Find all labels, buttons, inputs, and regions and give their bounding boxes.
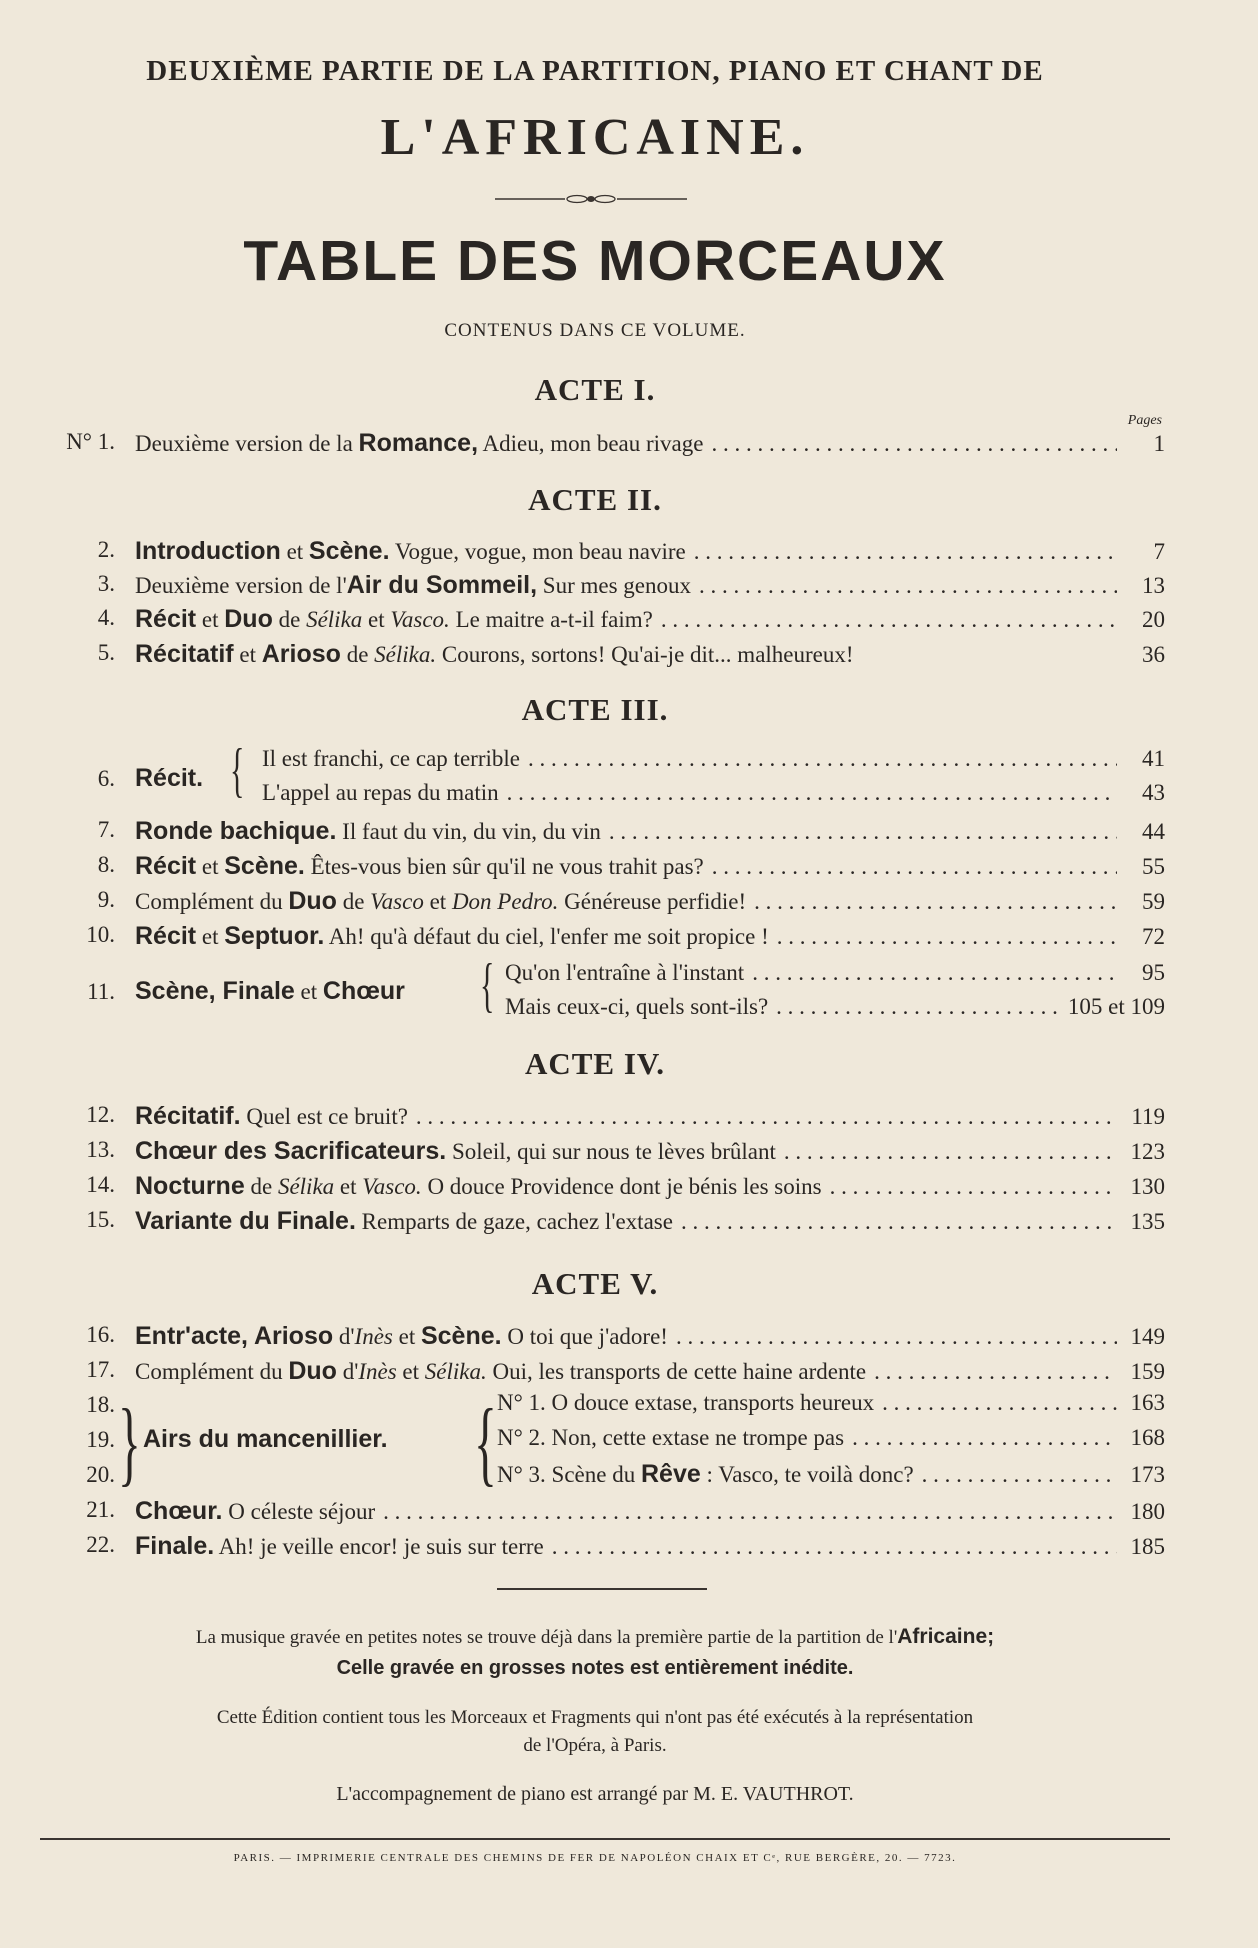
item-text: et bbox=[280, 539, 309, 564]
item-number: 20. bbox=[86, 1462, 115, 1487]
item-2 bbox=[40, 537, 1165, 571]
item-character: Vasco. bbox=[362, 1174, 422, 1199]
item-number: 6. bbox=[97, 766, 115, 791]
page-number: 20 bbox=[1142, 607, 1165, 632]
item-text: et bbox=[233, 642, 262, 667]
item-text: Vogue, vogue, mon beau navire bbox=[389, 539, 686, 564]
item-15 bbox=[40, 1207, 1165, 1241]
item-number: 9. bbox=[97, 887, 115, 912]
page-number: 135 bbox=[1130, 1209, 1165, 1234]
leader-dots bbox=[552, 1534, 1117, 1560]
acte-v-heading: ACTE V. bbox=[531, 1266, 659, 1301]
item-character: Sélika bbox=[306, 607, 363, 632]
item-title: Ronde bachique. bbox=[135, 817, 337, 845]
item-text: et bbox=[392, 1324, 421, 1349]
item-title: Septuor. bbox=[224, 922, 325, 950]
item-6-line-2 bbox=[262, 780, 1165, 814]
leader-dots bbox=[661, 607, 1117, 633]
item-number: 8. bbox=[97, 852, 115, 877]
item-text: Complément du bbox=[135, 1359, 289, 1384]
leader-dots bbox=[776, 994, 1060, 1020]
item-number: 2. bbox=[97, 537, 115, 562]
item-title: Récitatif bbox=[135, 640, 234, 668]
item-number: 18. bbox=[86, 1392, 115, 1417]
leader-dots bbox=[528, 746, 1117, 772]
item-text: et bbox=[196, 607, 225, 632]
item-text: O toi que j'adore! bbox=[501, 1324, 668, 1349]
item-text: d' bbox=[336, 1359, 359, 1384]
item-text: et bbox=[334, 1174, 363, 1199]
leader-dots bbox=[754, 889, 1117, 915]
item-5 bbox=[40, 640, 1165, 674]
item-text: de bbox=[340, 642, 375, 667]
page-number: 95 bbox=[1142, 960, 1165, 985]
page-number: 159 bbox=[1130, 1359, 1165, 1384]
leader-dots bbox=[784, 1139, 1117, 1165]
item-text: Deuxième version de l' bbox=[135, 573, 347, 598]
item-21 bbox=[40, 1497, 1165, 1531]
item-11-line-2 bbox=[505, 994, 1165, 1028]
item-text: Remparts de gaze, cachez l'extase bbox=[355, 1209, 673, 1234]
page-number: 1 bbox=[1153, 431, 1165, 456]
item-7 bbox=[40, 817, 1165, 851]
item-number: 13. bbox=[86, 1137, 115, 1162]
item-text: Sur mes genoux bbox=[537, 573, 691, 598]
acte-i-heading: ACTE I. bbox=[534, 372, 656, 407]
item-character: Sélika. bbox=[424, 1359, 487, 1384]
item-title: Scène. bbox=[308, 537, 390, 565]
subtitle: DEUXIÈME PARTIE DE LA PARTITION, PIANO ET CHANT DE bbox=[146, 55, 1044, 87]
leader-dots bbox=[416, 1104, 1117, 1130]
divider bbox=[497, 1588, 707, 1590]
item-text: Soleil, qui sur nous te lèves brûlant bbox=[446, 1139, 776, 1164]
item-11-title bbox=[135, 977, 405, 1006]
item-4 bbox=[40, 605, 1165, 639]
item-title: Scène. bbox=[420, 1322, 502, 1350]
leader-dots bbox=[712, 854, 1117, 880]
item-title: Scène. bbox=[224, 852, 305, 880]
item-number: 22. bbox=[86, 1532, 115, 1557]
item-text: et bbox=[196, 924, 225, 949]
item-title: Duo bbox=[288, 887, 337, 915]
note-line-1 bbox=[50, 1625, 1140, 1649]
item-number: 4. bbox=[97, 605, 115, 630]
printer-imprint: PARIS. — IMPRIMERIE CENTRALE DES CHEMINS DE FER DE NAPOLÉON CHAIX ET Cᵉ, RUE BERGÈRE, 20. — 7723. bbox=[233, 1852, 957, 1864]
title: L'AFRICAINE. bbox=[380, 109, 810, 166]
page-number: 130 bbox=[1130, 1174, 1165, 1199]
item-8 bbox=[40, 852, 1165, 886]
page-number: 149 bbox=[1130, 1324, 1165, 1349]
brace: { bbox=[474, 1389, 497, 1495]
item-text: Le maitre a-t-il faim? bbox=[449, 607, 653, 632]
item-14 bbox=[40, 1172, 1165, 1206]
item-text: O douce Providence dont je bénis les soins bbox=[421, 1174, 822, 1199]
leader-dots bbox=[830, 1174, 1117, 1200]
footer-rule bbox=[40, 1838, 1170, 1840]
item-title: Chœur des Sacrificateurs. bbox=[135, 1137, 447, 1165]
item-title: Rêve bbox=[640, 1460, 701, 1488]
item-10 bbox=[40, 922, 1165, 956]
item-text: et bbox=[396, 1359, 425, 1384]
item-number: 7. bbox=[97, 817, 115, 842]
item-text: Quel est ce bruit? bbox=[240, 1104, 408, 1129]
leader-dots bbox=[874, 1359, 1117, 1385]
leader-dots bbox=[694, 539, 1117, 565]
item-text: Il est franchi, ce cap terrible bbox=[262, 746, 520, 771]
item-title: Récit bbox=[135, 852, 197, 880]
item-number: 12. bbox=[86, 1102, 115, 1127]
acte-ii-heading: ACTE II. bbox=[528, 482, 662, 517]
item-text: et bbox=[196, 854, 225, 879]
page-number: 185 bbox=[1130, 1534, 1165, 1559]
note-line-5: L'accompagnement de piano est arrangé par M. E. VAUTHROT. bbox=[336, 1783, 854, 1805]
page-number: 59 bbox=[1142, 889, 1165, 914]
item-number: 11. bbox=[87, 979, 115, 1004]
item-text: Deuxième version de la bbox=[135, 431, 359, 456]
page-number: 7 bbox=[1153, 539, 1165, 564]
acte-iv-heading: ACTE IV. bbox=[524, 1046, 666, 1081]
item-number: 14. bbox=[86, 1172, 115, 1197]
page-number: 13 bbox=[1142, 573, 1165, 598]
leader-dots bbox=[383, 1499, 1117, 1525]
page-number: 173 bbox=[1130, 1462, 1165, 1487]
item-title: Récit bbox=[135, 922, 197, 950]
item-number: 19. bbox=[86, 1427, 115, 1452]
item-title: Scène, Finale bbox=[135, 977, 295, 1005]
brace: } bbox=[118, 1389, 141, 1495]
page-number: 168 bbox=[1130, 1425, 1165, 1450]
item-character: Vasco bbox=[370, 889, 424, 914]
page-number: 43 bbox=[1142, 780, 1165, 805]
page-number: 55 bbox=[1142, 854, 1165, 879]
item-text: Oui, les transports de cette haine ardente bbox=[486, 1359, 867, 1384]
leader-dots bbox=[609, 819, 1117, 845]
item-text: de bbox=[272, 607, 307, 632]
item-character: Sélika bbox=[277, 1174, 335, 1199]
ornament-divider bbox=[495, 192, 687, 206]
item-number: 15. bbox=[86, 1207, 115, 1232]
item-title: Variante du Finale. bbox=[135, 1207, 356, 1235]
item-13 bbox=[40, 1137, 1165, 1171]
item-22 bbox=[40, 1532, 1165, 1566]
item-title: Entr'acte, Arioso bbox=[135, 1322, 334, 1350]
item-text: L'appel au repas du matin bbox=[262, 780, 499, 805]
leader-dots bbox=[681, 1209, 1117, 1235]
item-number: 3. bbox=[97, 571, 115, 596]
contents-subtitle: CONTENUS DANS CE VOLUME. bbox=[444, 320, 746, 341]
item-text: Ah! qu'à défaut du ciel, l'enfer me soit propice ! bbox=[324, 924, 769, 949]
page-number: 119 bbox=[1131, 1104, 1165, 1129]
page-number: 105 et 109 bbox=[1067, 994, 1165, 1019]
item-character: Sélika. bbox=[374, 642, 437, 667]
leader-dots bbox=[711, 431, 1117, 457]
item-6-title: Récit. bbox=[135, 764, 204, 792]
item-12 bbox=[40, 1102, 1165, 1136]
page-number: 72 bbox=[1142, 924, 1165, 949]
leader-dots bbox=[882, 1390, 1117, 1416]
item-text: Mais ceux-ci, quels sont-ils? bbox=[505, 994, 769, 1019]
item-title: Introduction bbox=[135, 537, 281, 565]
item-character: Vasco. bbox=[390, 607, 450, 632]
leader-dots bbox=[699, 573, 1117, 599]
item-16 bbox=[40, 1322, 1165, 1356]
item-text: Êtes-vous bien sûr qu'il ne vous trahit pas? bbox=[304, 854, 704, 879]
page-number: 41 bbox=[1142, 746, 1165, 771]
item-text: et bbox=[294, 979, 323, 1004]
note-line-4: de l'Opéra, à Paris. bbox=[523, 1735, 667, 1756]
page-number: 123 bbox=[1130, 1139, 1165, 1164]
table-title: TABLE DES MORCEAUX bbox=[243, 229, 947, 293]
page-number: 44 bbox=[1142, 819, 1165, 844]
item-11-line-1 bbox=[505, 960, 1165, 994]
item-text: : Vasco, te voilà donc? bbox=[700, 1462, 914, 1487]
item-3 bbox=[40, 571, 1165, 605]
item-character: Inès bbox=[358, 1359, 397, 1384]
item-title: Chœur. bbox=[135, 1497, 223, 1525]
brace: { bbox=[230, 737, 245, 803]
leader-dots bbox=[852, 1425, 1117, 1451]
note-emphasis: Africaine; bbox=[897, 1625, 995, 1648]
leader-dots bbox=[922, 1462, 1117, 1488]
item-character: Don Pedro. bbox=[451, 889, 559, 914]
airs-title: Airs du mancenillier. bbox=[143, 1425, 388, 1453]
item-number: 21. bbox=[86, 1497, 115, 1522]
item-text: N° 1. O douce extase, transports heureux bbox=[497, 1390, 875, 1415]
item-title: Récit bbox=[135, 605, 197, 633]
item-title: Chœur bbox=[322, 977, 405, 1005]
item-title: Romance, bbox=[358, 429, 479, 457]
item-text: N° 2. Non, cette extase ne trompe pas bbox=[497, 1425, 845, 1450]
note-text: La musique gravée en petites notes se trouve déjà dans la première partie de la partition de l' bbox=[195, 1627, 898, 1648]
item-9 bbox=[40, 887, 1165, 921]
leader-dots bbox=[676, 1324, 1117, 1350]
note-line-3: Cette Édition contient tous les Morceaux et Fragments qui n'ont pas été exécutés à la représentation bbox=[216, 1707, 974, 1728]
item-title: Air du Sommeil, bbox=[346, 571, 538, 599]
acte-iii-heading: ACTE III. bbox=[521, 692, 669, 727]
item-text: N° 3. Scène du bbox=[497, 1462, 641, 1487]
item-text: Courons, sortons! Qu'ai-je dit... malheureux! bbox=[436, 642, 854, 667]
item-number: 17. bbox=[86, 1357, 115, 1382]
item-number: 5. bbox=[97, 640, 115, 665]
page-number: 163 bbox=[1130, 1390, 1165, 1415]
item-text: Généreuse perfidie! bbox=[558, 889, 747, 914]
item-text: Qu'on l'entraîne à l'instant bbox=[505, 960, 745, 985]
leader-dots bbox=[507, 780, 1117, 806]
item-character: Inès bbox=[354, 1324, 393, 1349]
brace: { bbox=[480, 952, 495, 1018]
leader-dots bbox=[752, 960, 1117, 986]
item-6-line-1 bbox=[262, 746, 1165, 780]
item-text: d' bbox=[333, 1324, 355, 1349]
item-text: Adieu, mon beau rivage bbox=[478, 431, 704, 456]
item-number: 16. bbox=[86, 1322, 115, 1347]
item-1 bbox=[40, 429, 1165, 463]
item-text: O céleste séjour bbox=[222, 1499, 376, 1524]
item-title: Finale. bbox=[135, 1532, 215, 1560]
item-text: de bbox=[336, 889, 371, 914]
airs-line-2 bbox=[497, 1425, 1165, 1459]
page-number: 36 bbox=[1142, 642, 1165, 667]
item-text: Ah! je veille encor! je suis sur terre bbox=[214, 1534, 544, 1559]
item-title: Arioso bbox=[261, 640, 341, 668]
note-line-2: Celle gravée en grosses notes est entièrement inédite. bbox=[336, 1657, 854, 1679]
airs-line-1 bbox=[497, 1390, 1165, 1424]
item-text: et bbox=[362, 607, 391, 632]
item-text: de bbox=[244, 1174, 278, 1199]
item-text: Complément du bbox=[135, 889, 289, 914]
leader-dots bbox=[777, 924, 1117, 950]
item-title: Nocturne bbox=[135, 1172, 245, 1200]
pages-label: Pages bbox=[1127, 413, 1162, 428]
item-17 bbox=[40, 1357, 1165, 1391]
item-text: Il faut du vin, du vin, du vin bbox=[336, 819, 601, 844]
item-title: Récitatif. bbox=[135, 1102, 241, 1130]
item-number: N° 1. bbox=[66, 429, 115, 454]
item-text: et bbox=[423, 889, 452, 914]
item-title: Duo bbox=[224, 605, 273, 633]
airs-line-3 bbox=[497, 1460, 1165, 1494]
page-number: 180 bbox=[1130, 1499, 1165, 1524]
item-number: 10. bbox=[86, 922, 115, 947]
item-title: Duo bbox=[288, 1357, 337, 1385]
